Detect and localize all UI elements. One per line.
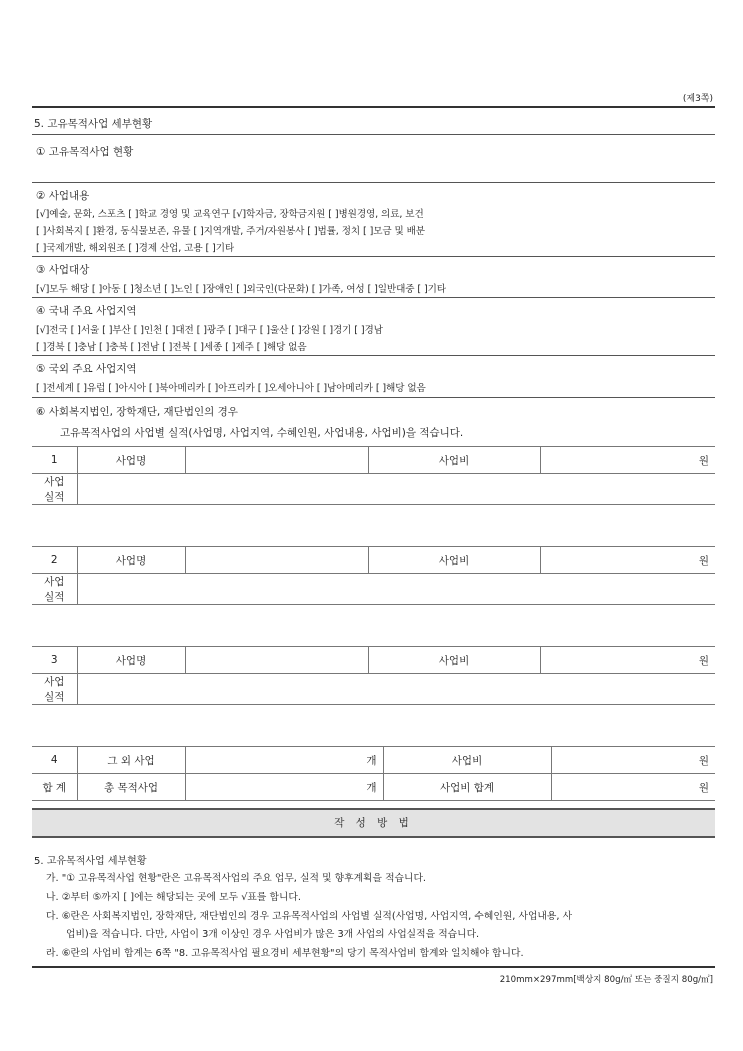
- total-business-label: 총 목적사업: [77, 774, 185, 801]
- instructions-banner: 작 성 방 법: [32, 808, 715, 838]
- result-label-line2: 실적: [44, 691, 65, 703]
- table-row: [32, 647, 715, 674]
- total-cost-label: 사업비 합계: [383, 774, 551, 801]
- paper-spec-footer: 210mm×297mm[백상지 80g/㎡ 또는 중질지 80g/㎡]: [499, 975, 713, 985]
- results-table: [32, 446, 715, 505]
- table-row: [32, 574, 715, 605]
- sec4-line-1[interactable]: [√]전국 [ ]서울 [ ]부산 [ ]인천 [ ]대전 [ ]광주 [ ]대구 [ ]울산 [ ]강원 [ ]경기 [ ]경남: [36, 325, 383, 336]
- form-page: [32, 0, 715, 1051]
- won-unit: 원: [698, 654, 709, 667]
- total-cost-field[interactable]: 원: [551, 774, 715, 801]
- business-cost-field[interactable]: [540, 547, 715, 574]
- instructions-title: 5. 고유목적사업 세부현황: [34, 856, 147, 867]
- other-business-count-field[interactable]: 개: [185, 747, 383, 774]
- business-name-label: 사업명: [77, 447, 185, 474]
- bottom-divider: [32, 966, 715, 968]
- business-cost-field[interactable]: [540, 447, 715, 474]
- business-name-field[interactable]: [185, 647, 368, 674]
- table-row: [32, 674, 715, 705]
- result-label: [32, 574, 77, 605]
- table-row: [32, 547, 715, 574]
- result-label: [32, 474, 77, 505]
- other-cost-field[interactable]: 원: [551, 747, 715, 774]
- row-number: 1: [32, 447, 77, 474]
- business-name-field[interactable]: [185, 547, 368, 574]
- result-label-line1: 사업: [44, 576, 65, 588]
- results-table-2: [32, 546, 715, 605]
- business-result-field[interactable]: [77, 474, 715, 505]
- table-row: [32, 474, 715, 505]
- sec2-title: ② 사업내용: [36, 190, 90, 202]
- table-row: [32, 774, 715, 801]
- divider: [32, 397, 715, 398]
- result-label-line1: 사업: [44, 676, 65, 688]
- sec5-title: ⑤ 국외 주요 사업지역: [36, 363, 137, 375]
- sec2-line-1[interactable]: [√]예술, 문화, 스포츠 [ ]학교 경영 및 교육연구 [√]학자금, 장학금지원 [ ]병원경영, 의료, 보건: [36, 209, 424, 220]
- page-number: (제3쪽): [682, 94, 713, 104]
- instruction-ra: 라. ⑥란의 사업비 합계는 6쪽 "8. 고유목적사업 필요경비 세부현황"의 당기 목적사업비 합계와 일치해야 합니다.: [46, 948, 524, 959]
- business-cost-label: 사업비: [368, 647, 540, 674]
- row-number: 2: [32, 547, 77, 574]
- row-number: 4: [32, 747, 77, 774]
- results-table-3: [32, 646, 715, 705]
- divider: [32, 355, 715, 356]
- sec5-line-1[interactable]: [ ]전세계 [ ]유럽 [ ]아시아 [ ]북아메리카 [ ]아프리카 [ ]오세아니아 [ ]남아메리카 [ ]해당 없음: [36, 383, 426, 394]
- business-cost-label: 사업비: [368, 447, 540, 474]
- other-business-label: 그 외 사업: [77, 747, 185, 774]
- other-cost-label: 사업비: [383, 747, 551, 774]
- total-label: 합 계: [32, 774, 77, 801]
- won-unit: 원: [698, 454, 709, 467]
- sec3-title: ③ 사업대상: [36, 264, 90, 276]
- business-cost-field[interactable]: [540, 647, 715, 674]
- sec2-line-2[interactable]: [ ]사회복지 [ ]환경, 동식물보존, 유물 [ ]지역개발, 주거/자원봉사 [ ]법률, 정치 [ ]모금 및 배분: [36, 226, 425, 237]
- table-row: [32, 747, 715, 774]
- total-business-count-field[interactable]: 개: [185, 774, 383, 801]
- sec4-line-2[interactable]: [ ]경북 [ ]충남 [ ]충북 [ ]전남 [ ]전북 [ ]세종 [ ]제주 [ ]해당 없음: [36, 342, 307, 353]
- result-label-line2: 실적: [44, 491, 65, 503]
- sec4-title: ④ 국내 주요 사업지역: [36, 305, 137, 317]
- summary-table: [32, 746, 715, 801]
- won-unit: 원: [698, 554, 709, 567]
- divider: [32, 256, 715, 257]
- business-name-label: 사업명: [77, 547, 185, 574]
- result-label-line1: 사업: [44, 476, 65, 488]
- business-name-label: 사업명: [77, 647, 185, 674]
- result-label-line2: 실적: [44, 591, 65, 603]
- sec2-line-3[interactable]: [ ]국제개발, 해외원조 [ ]경제 산업, 고용 [ ]기타: [36, 243, 235, 254]
- instruction-da-cont: 업비)을 적습니다. 다만, 사업이 3개 이상인 경우 사업비가 많은 3개 사업의 사업실적을 적습니다.: [66, 929, 480, 940]
- sec6-desc: 고유목적사업의 사업별 실적(사업명, 사업지역, 수혜인원, 사업내용, 사업비)을 적습니다.: [60, 427, 464, 439]
- sec1-title: ① 고유목적사업 현황: [36, 146, 134, 158]
- business-result-field[interactable]: [77, 674, 715, 705]
- divider: [32, 182, 715, 183]
- sec3-line-1[interactable]: [√]모두 해당 [ ]아동 [ ]청소년 [ ]노인 [ ]장애인 [ ]외국인(다문화) [ ]가족, 여성 [ ]일반대중 [ ]기타: [36, 284, 446, 295]
- divider: [32, 297, 715, 298]
- divider: [32, 134, 715, 135]
- section-title: 5. 고유목적사업 세부현황: [34, 118, 153, 130]
- business-cost-label: 사업비: [368, 547, 540, 574]
- result-label: [32, 674, 77, 705]
- table-row: [32, 447, 715, 474]
- sec6-title: ⑥ 사회복지법인, 장학재단, 재단법인의 경우: [36, 406, 238, 418]
- row-number: 3: [32, 647, 77, 674]
- instruction-na: 나. ②부터 ⑤까지 [ ]에는 해당되는 곳에 모두 √표를 합니다.: [46, 892, 301, 903]
- top-divider: [32, 106, 715, 108]
- business-name-field[interactable]: [185, 447, 368, 474]
- instruction-ga: 가. "① 고유목적사업 현황"란은 고유목적사업의 주요 업무, 실적 및 향후계획을 적습니다.: [46, 873, 427, 884]
- instruction-da: 다. ⑥란은 사회복지법인, 장학재단, 재단법인의 경우 고유목적사업의 사업별 실적(사업명, 사업지역, 수혜인원, 사업내용, 사: [46, 911, 573, 922]
- business-result-field[interactable]: [77, 574, 715, 605]
